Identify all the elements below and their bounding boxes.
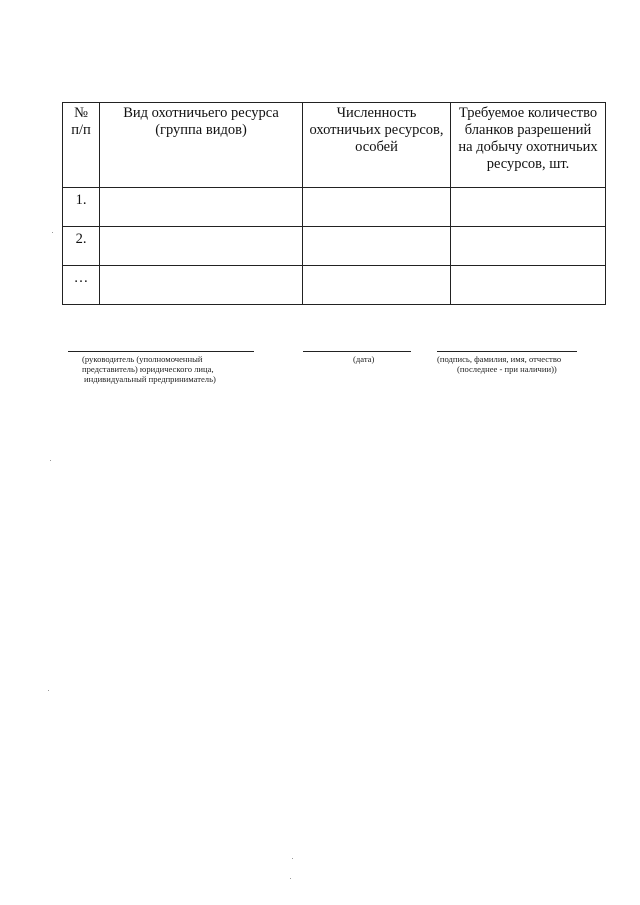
header-resource-type: Вид охотничьего ресурса (группа видов)	[100, 103, 303, 188]
cell-resource-type	[100, 227, 303, 266]
cell-resource-count	[303, 188, 451, 227]
date-caption: (дата)	[353, 354, 375, 364]
scan-speck	[48, 690, 49, 691]
cell-resource-type	[100, 188, 303, 227]
date-block	[303, 351, 411, 364]
header-permit-count: Требуемое количество бланков разрешений на добычу охотничьих ресурсов, шт.	[451, 103, 606, 188]
table-row	[63, 266, 606, 305]
signature-caption: (подпись, фамилия, имя, отчество (последнее - при наличии))	[437, 354, 562, 374]
row-number: 2.	[63, 227, 100, 266]
signature-block	[437, 351, 577, 374]
scan-speck	[52, 232, 53, 233]
head-signature-line	[68, 351, 254, 352]
cell-resource-count	[303, 227, 451, 266]
header-number: № п/п	[63, 103, 100, 188]
cell-permit-count	[451, 188, 606, 227]
scan-speck	[50, 460, 51, 461]
cell-resource-type	[100, 266, 303, 305]
header-resource-count: Численность охотничьих ресурсов, особей	[303, 103, 451, 188]
cell-resource-count	[303, 266, 451, 305]
head-caption: (руководитель (уполномоченный представитель) юридического лица, индивидуальный предприниматель)	[82, 354, 216, 384]
scan-speck	[290, 878, 291, 879]
head-signature-block	[68, 351, 254, 384]
table-row	[63, 227, 606, 266]
resource-table	[62, 102, 606, 305]
table-row	[63, 188, 606, 227]
table-header-row	[63, 103, 606, 188]
cell-permit-count	[451, 227, 606, 266]
signature-line	[437, 351, 577, 352]
scan-speck	[292, 858, 293, 859]
cell-permit-count	[451, 266, 606, 305]
row-number: 1.	[63, 188, 100, 227]
date-line	[303, 351, 411, 352]
row-number: …	[63, 266, 100, 305]
